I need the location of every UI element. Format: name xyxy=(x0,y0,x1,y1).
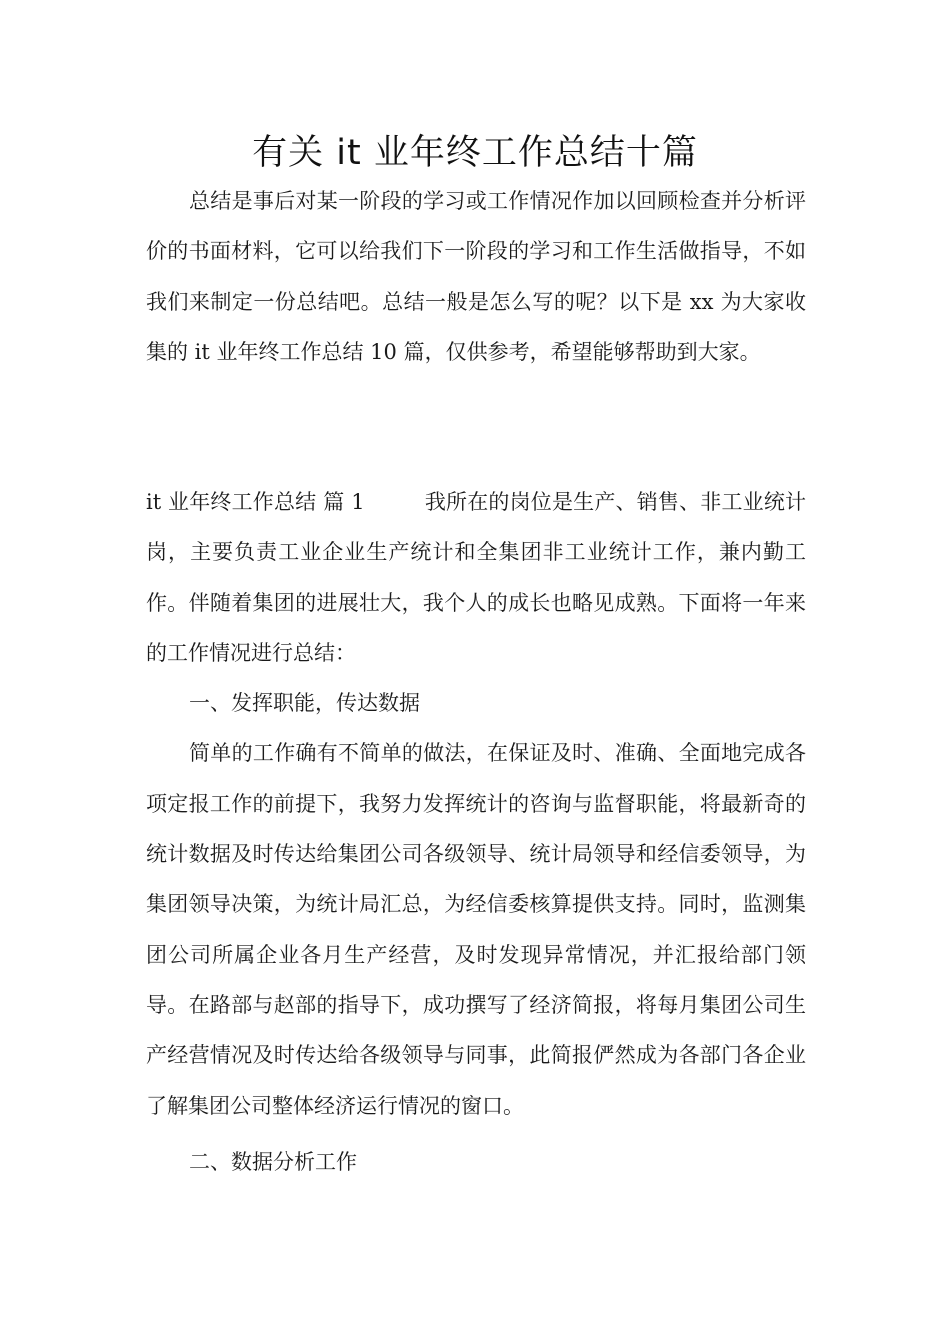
section-1 xyxy=(146,477,806,1187)
section-1-opening-text: 我所在的岗位是生产、销售、非工业统计岗，主要负责工业企业生产统计和全集团非工业统计工作，兼内勤工作。伴随着集团的进展壮大，我个人的成长也略见成熟。下面将一年来的工作情况进行总结： xyxy=(146,490,807,665)
section-1-opening xyxy=(146,477,806,678)
subsection-2-heading: 二、数据分析工作 xyxy=(189,1149,357,1174)
document-title: 有关 it 业年终工作总结十篇 xyxy=(252,133,698,173)
intro-paragraph: 总结是事后对某一阶段的学习或工作情况作加以回顾检查并分析评价的书面材料，它可以给我们下一阶段的学习和工作生活做指导，不如我们来制定一份总结吧。总结一般是怎么写的呢？以下是 xx 为大家收集的 it 业年终工作总结 10 篇，仅供参考，希望能够帮助到大家。 xyxy=(146,189,806,364)
section-1-heading: it 业年终工作总结 篇 1 xyxy=(146,490,365,514)
subsection-1-body: 简单的工作确有不简单的做法，在保证及时、准确、全面地完成各项定报工作的前提下，我努力发挥统计的咨询与监督职能，将最新奇的统计数据及时传达给集团公司各级领导、统计局领导和经信委领导，为集团领导决策，为统计局汇总，为经信委核算提供支持。同时，监测集团公司所属企业各月生产经营，及时发现异常情况，并汇报给部门领导。在路部与赵部的指导下，成功撰写了经济简报，将每月集团公司生产经营情况及时传达给各级领导与同事，此简报俨然成为各部门各企业了解集团公司整体经济运行情况的窗口。 xyxy=(146,741,806,1118)
intro-block xyxy=(146,176,806,377)
subsection-1-heading: 一、发挥职能，传达数据 xyxy=(189,691,420,716)
